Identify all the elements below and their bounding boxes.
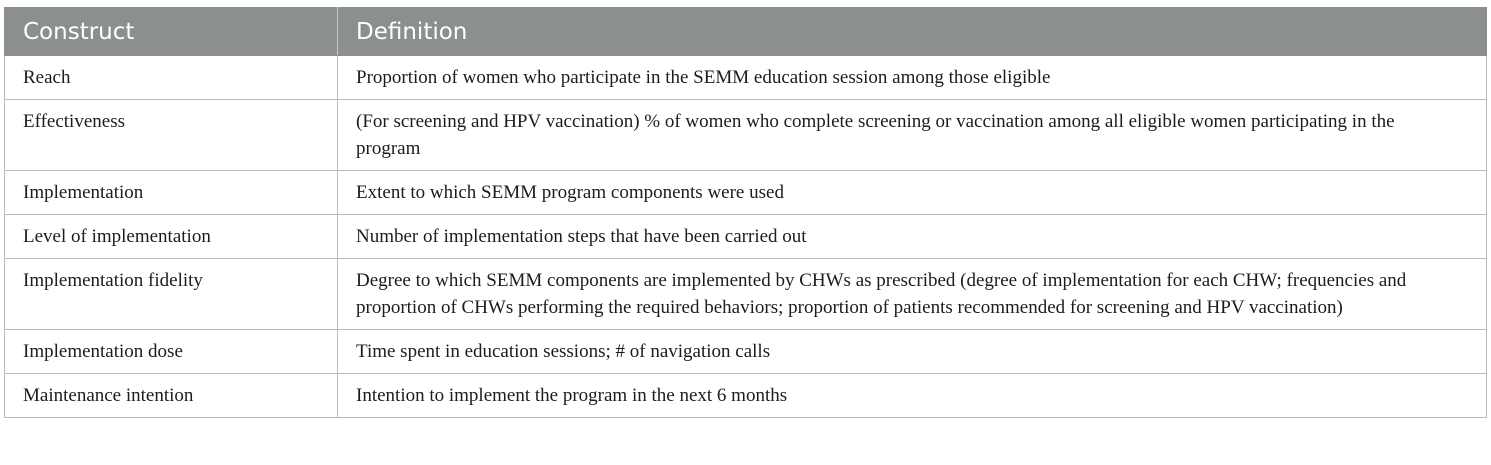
column-header-construct: Construct (5, 8, 338, 56)
definition-cell: Number of implementation steps that have been carried out (338, 215, 1487, 259)
table-row (5, 56, 1487, 100)
table-header (5, 8, 1487, 56)
definition-cell: (For screening and HPV vaccination) % of women who complete screening or vaccination among all eligible women participating in the program (338, 100, 1487, 171)
table-body (5, 56, 1487, 418)
construct-cell: Implementation (5, 171, 338, 215)
constructs-table (4, 7, 1487, 418)
definition-cell: Degree to which SEMM components are implemented by CHWs as prescribed (degree of implementation for each CHW; frequencies and proportion of CHWs performing the required behaviors; proportion of patients recommended for screening and HPV vaccination) (338, 259, 1487, 330)
table-row (5, 215, 1487, 259)
construct-cell: Implementation dose (5, 330, 338, 374)
definition-cell: Extent to which SEMM program components were used (338, 171, 1487, 215)
table-row (5, 330, 1487, 374)
table-row (5, 100, 1487, 171)
definition-cell: Intention to implement the program in the next 6 months (338, 374, 1487, 418)
table-row (5, 171, 1487, 215)
table-row (5, 374, 1487, 418)
column-header-definition: Definition (338, 8, 1487, 56)
construct-cell: Reach (5, 56, 338, 100)
header-row (5, 8, 1487, 56)
construct-cell: Level of implementation (5, 215, 338, 259)
construct-cell: Effectiveness (5, 100, 338, 171)
construct-cell: Maintenance intention (5, 374, 338, 418)
constructs-table-container (4, 7, 1487, 418)
construct-cell: Implementation fidelity (5, 259, 338, 330)
definition-cell: Proportion of women who participate in the SEMM education session among those eligible (338, 56, 1487, 100)
definition-cell: Time spent in education sessions; # of navigation calls (338, 330, 1487, 374)
table-row (5, 259, 1487, 330)
